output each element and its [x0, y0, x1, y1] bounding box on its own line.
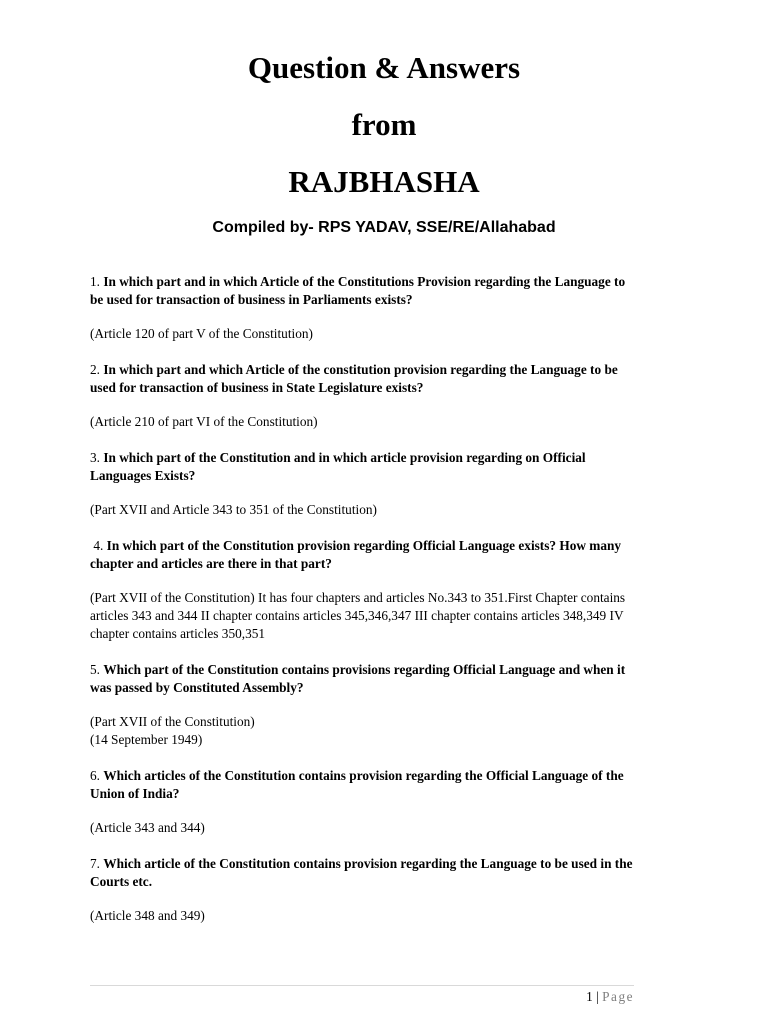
answer-line: (Article 210 of part VI of the Constitution) — [90, 414, 318, 429]
question-number: 7. — [90, 856, 100, 871]
qa-item-3 — [90, 449, 638, 519]
page-separator: | — [596, 989, 599, 1004]
question-text: In which part of the Constitution provision regarding Official Language exists? How many chapter and articles are there in that part? — [90, 538, 622, 571]
document-title-line-3: RAJBHASHA — [288, 164, 480, 199]
answer-4 — [90, 589, 638, 643]
answer-line: (Part XVII of the Constitution) It has four chapters and articles No.343 to 351.First Chapter contains articles 343 and 344 II chapter contains articles 345,346,347 III chapter contains articles 348,349 IV chapter contains articles 350,351 — [90, 590, 626, 641]
answer-3 — [90, 501, 638, 519]
question-1 — [90, 273, 638, 309]
answer-line: (Article 343 and 344) — [90, 820, 205, 835]
document-title-line-2: from — [351, 107, 417, 142]
qa-list — [90, 273, 638, 943]
qa-item-1 — [90, 273, 638, 343]
answer-7 — [90, 907, 638, 925]
qa-item-5 — [90, 661, 638, 749]
question-text: Which part of the Constitution contains provisions regarding Official Language and when it was passed by Constituted Assembly? — [90, 662, 626, 695]
question-3 — [90, 449, 638, 485]
question-text: In which part and which Article of the constitution provision regarding the Language to be used for transaction of business in State Legislature exists? — [90, 362, 618, 395]
question-number: 5. — [90, 662, 100, 677]
question-6 — [90, 767, 638, 803]
question-7 — [90, 855, 638, 891]
answer-line: (Article 348 and 349) — [90, 908, 205, 923]
question-number: 4. — [93, 538, 104, 553]
qa-item-4 — [90, 537, 638, 643]
question-number: 6. — [90, 768, 100, 783]
footer-divider — [90, 985, 634, 986]
answer-line: (Part XVII of the Constitution) — [90, 714, 255, 729]
question-number: 1. — [90, 274, 100, 289]
question-4 — [90, 537, 638, 573]
answer-2 — [90, 413, 638, 431]
qa-item-6 — [90, 767, 638, 837]
question-5 — [90, 661, 638, 697]
answer-5 — [90, 713, 638, 749]
answer-6 — [90, 819, 638, 837]
question-text: In which part of the Constitution and in which article provision regarding on Official Languages Exists? — [90, 450, 586, 483]
question-text: In which part and in which Article of the Constitutions Provision regarding the Language to be used for transaction of business in Parliaments exists? — [90, 274, 626, 307]
page-number: 1 — [586, 989, 593, 1004]
question-2 — [90, 361, 638, 397]
question-text: Which article of the Constitution contains provision regarding the Language to be used in the Courts etc. — [90, 856, 633, 889]
question-number: 2. — [90, 362, 100, 377]
question-number: 3. — [90, 450, 100, 465]
page-footer — [586, 988, 634, 1006]
answer-1 — [90, 325, 638, 343]
question-text: Which articles of the Constitution contains provision regarding the Official Language of the Union of India? — [90, 768, 624, 801]
page-word: Page — [602, 989, 634, 1004]
compiled-by: Compiled by- RPS YADAV, SSE/RE/Allahabad — [212, 219, 556, 236]
answer-line: (Article 120 of part V of the Constitution) — [90, 326, 313, 341]
qa-item-7 — [90, 855, 638, 925]
answer-line: (14 September 1949) — [90, 732, 203, 747]
answer-line: (Part XVII and Article 343 to 351 of the Constitution) — [90, 502, 377, 517]
qa-item-2 — [90, 361, 638, 431]
document-title-line-1: Question & Answers — [247, 50, 521, 85]
